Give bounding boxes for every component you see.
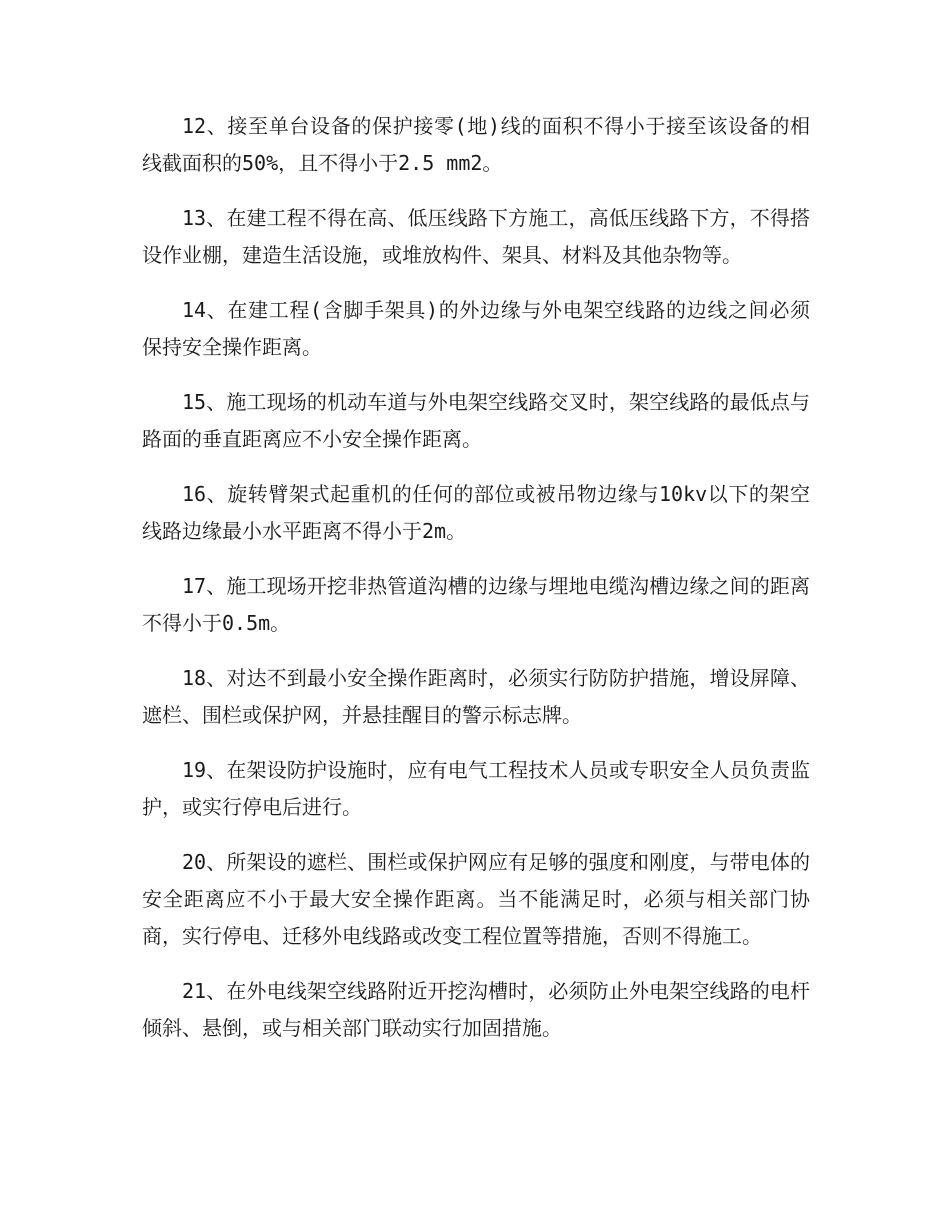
paragraph-19: 19、在架设防护设施时，应有电气工程技术人员或专职安全人员负责监护，或实行停电后进行。 <box>142 758 810 819</box>
document-body <box>142 108 810 1065</box>
paragraph-20: 20、所架设的遮栏、围栏或保护网应有足够的强度和刚度，与带电体的安全距离应不小于最大安全操作距离。当不能满足时，必须与相关部门协商，实行停电、迁移外电线路或改变工程位置等措施，否则不得施工。 <box>142 850 810 948</box>
paragraph-16: 16、旋转臂架式起重机的任何的部位或被吊物边缘与10kv以下的架空线路边缘最小水平距离不得小于2m。 <box>142 482 810 543</box>
paragraph-15: 15、施工现场的机动车道与外电架空线路交叉时，架空线路的最低点与路面的垂直距离应不小安全操作距离。 <box>142 390 810 451</box>
paragraph-14: 14、在建工程(含脚手架具)的外边缘与外电架空线路的边线之间必须保持安全操作距离。 <box>142 298 810 359</box>
paragraph-12: 12、接至单台设备的保护接零(地)线的面积不得小于接至该设备的相线截面积的50%，且不得小于2.5 mm2。 <box>142 114 810 175</box>
paragraph-13: 13、在建工程不得在高、低压线路下方施工，高低压线路下方，不得搭设作业棚，建造生活设施，或堆放构件、架具、材料及其他杂物等。 <box>142 206 810 267</box>
paragraph-21: 21、在外电线架空线路附近开挖沟槽时，必须防止外电架空线路的电杆倾斜、悬倒，或与相关部门联动实行加固措施。 <box>142 979 810 1040</box>
paragraph-17: 17、施工现场开挖非热管道沟槽的边缘与埋地电缆沟槽边缘之间的距离不得小于0.5m。 <box>142 574 810 635</box>
paragraph-18: 18、对达不到最小安全操作距离时，必须实行防防护措施，增设屏障、遮栏、围栏或保护网，并悬挂醒目的警示标志牌。 <box>142 666 810 727</box>
